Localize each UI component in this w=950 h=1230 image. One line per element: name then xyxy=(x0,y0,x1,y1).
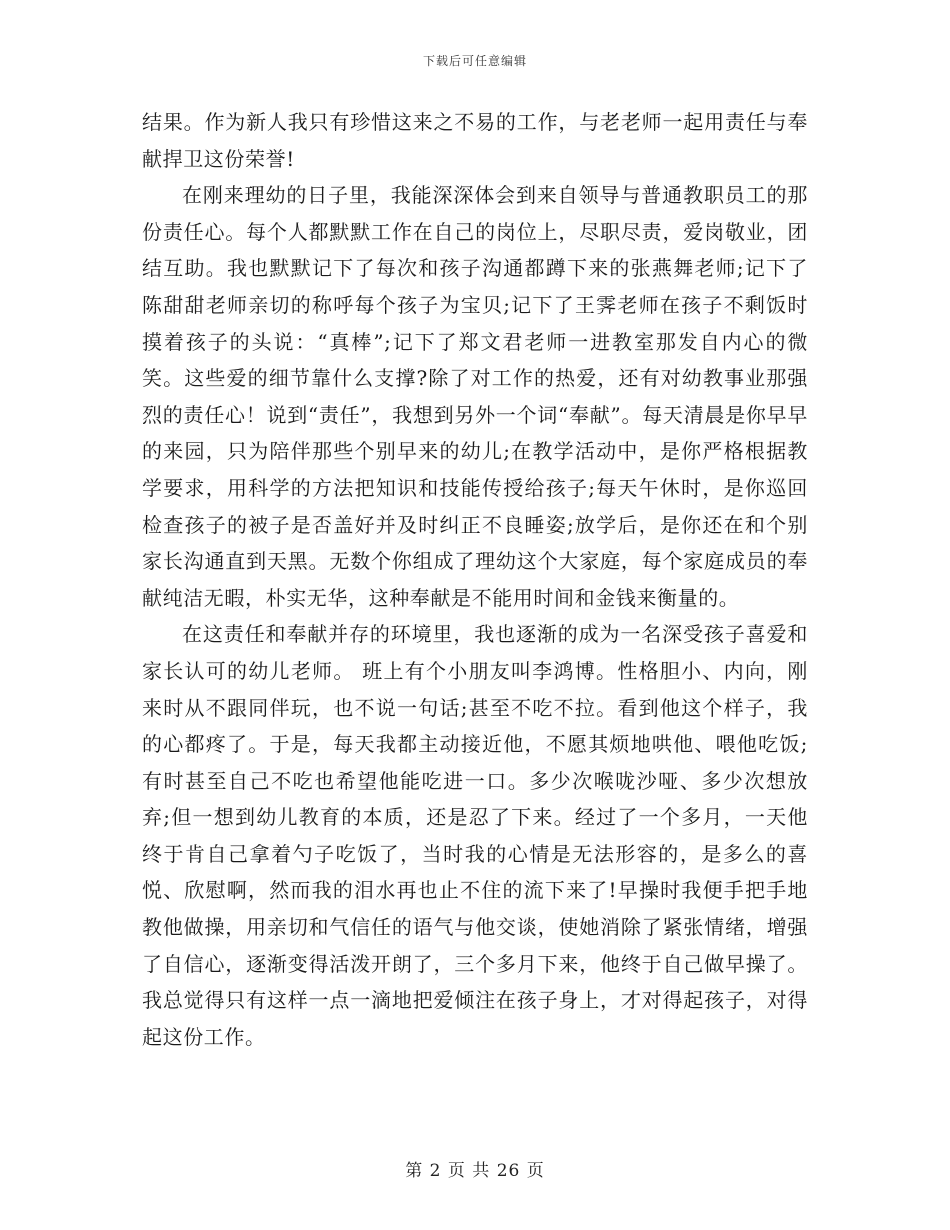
document-body xyxy=(142,104,808,1055)
page-number-footer: 第 2 页 共 26 页 xyxy=(405,1161,545,1181)
page-header: 下载后可任意编辑 xyxy=(422,54,527,68)
paragraph-child-story: 在这责任和奉献并存的环境里，我也逐渐的成为一名深受孩子喜爱和家长认可的幼儿老师。 班上有个小朋友叫李鸿博。性格胆小、内向，刚来时从不跟同伴玩，也不说一句话;甚至不吃不拉。看到他这个样子，我的心都疼了。于是，每天我都主动接近他，不愿其烦地哄他、喂他吃饭;有时甚至自己不吃也希望他能吃进一口。多少次喉咙沙哑、多少次想放弃;但一想到幼儿教育的本质，还是忍了下来。经过了一个多月，一天他终于肯自己拿着勺子吃饭了，当时我的心情是无法形容的，是多么的喜悦、欣慰啊，然而我的泪水再也止不住的流下来了!早操时我便手把手地教他做操，用亲切和气信任的语气与他交谈，使她消除了紧张情绪，增强了自信心，逐渐变得活泼开朗了，三个多月下来，他终于自己做早操了。我总觉得只有这样一点一滴地把爱倾注在孩子身上，才对得起孩子，对得起这份工作。 xyxy=(142,622,808,1049)
paragraph-continuation: 结果。作为新人我只有珍惜这来之不易的工作，与老老师一起用责任与奉献捍卫这份荣誉! xyxy=(142,110,808,171)
paragraph-responsibility: 在刚来理幼的日子里，我能深深体会到来自领导与普通教职员工的那份责任心。每个人都默默工作在自己的岗位上，尽职尽责，爱岗敬业，团结互助。我也默默记下了每次和孩子沟通都蹲下来的张燕舞老师;记下了陈甜甜老师亲切的称呼每个孩子为宝贝;记下了王霁老师在孩子不剩饭时摸着孩子的头说：“真棒”;记下了郑文君老师一进教室那发自内心的微笑。这些爱的细节靠什么支撑?除了对工作的热爱，还有对幼教事业那强烈的责任心！说到“责任”，我想到另外一个词“奉献”。每天清晨是你早早的来园，只为陪伴那些个别早来的幼儿;在教学活动中，是你严格根据教学要求，用科学的方法把知识和技能传授给孩子;每天午休时，是你巡回检查孩子的被子是否盖好并及时纠正不良睡姿;放学后，是你还在和个别家长沟通直到天黑。无数个你组成了理幼这个大家庭，每个家庭成员的奉献纯洁无暇，朴实无华，这种奉献是不能用时间和金钱来衡量的。 xyxy=(142,183,808,610)
